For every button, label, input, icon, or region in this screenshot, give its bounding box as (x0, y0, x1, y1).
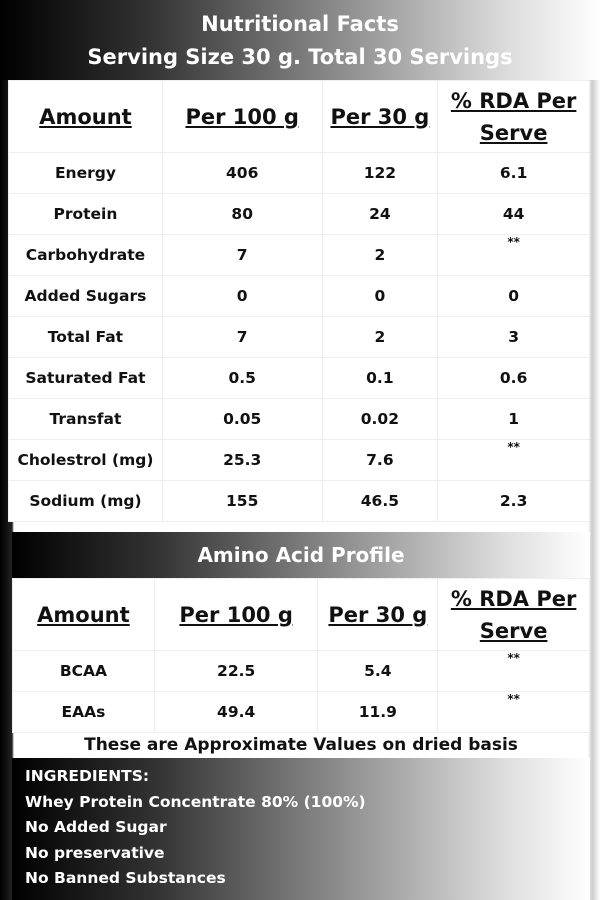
amino-title: Amino Acid Profile (12, 532, 590, 578)
value-rda: ** (438, 440, 590, 481)
col-rda: % RDA Per Serve (438, 81, 590, 153)
value-per-100g: 25.3 (162, 440, 322, 481)
table-header (13, 579, 590, 651)
approximate-note: These are Approximate Values on dried basis (84, 735, 518, 755)
table-row (9, 276, 590, 317)
col-amount: Amount (13, 579, 155, 651)
table-row (9, 358, 590, 399)
row-label: Added Sugars (9, 276, 163, 317)
ingredient-item: No Added Sugar (25, 818, 167, 836)
value-per-30g: 7.6 (322, 440, 438, 481)
col-per-100g: Per 100 g (162, 81, 322, 153)
row-label: Protein (9, 194, 163, 235)
ingredient-item: No preservative (25, 843, 165, 862)
row-label: Sodium (mg) (9, 481, 163, 522)
ingredient-item: No Banned Substances (25, 869, 226, 887)
row-label: Energy (9, 153, 163, 194)
value-per-30g: 2 (322, 317, 438, 358)
row-label: EAAs (13, 692, 155, 733)
value-rda: ** (438, 651, 590, 692)
nutrition-table (8, 80, 590, 522)
value-per-30g: 0.1 (322, 358, 438, 399)
table-row (9, 235, 590, 276)
col-per-30g: Per 30 g (318, 579, 438, 651)
value-rda: 0 (438, 276, 590, 317)
value-per-100g: 49.4 (154, 692, 318, 733)
value-rda: 6.1 (438, 153, 590, 194)
value-per-100g: 0.05 (162, 399, 322, 440)
nutrition-title-banner (0, 0, 600, 80)
ingredients-title: INGREDIENTS: (25, 767, 150, 785)
col-amount: Amount (9, 81, 163, 153)
value-per-100g: 7 (162, 235, 322, 276)
value-per-30g: 2 (322, 235, 438, 276)
value-per-100g: 155 (162, 481, 322, 522)
row-label: BCAA (13, 651, 155, 692)
value-per-100g: 0 (162, 276, 322, 317)
value-per-30g: 5.4 (318, 651, 438, 692)
value-rda: 2.3 (438, 481, 590, 522)
value-per-30g: 11.9 (318, 692, 438, 733)
table-row (13, 692, 590, 733)
row-label: Saturated Fat (9, 358, 163, 399)
value-per-30g: 0.02 (322, 399, 438, 440)
row-label: Total Fat (9, 317, 163, 358)
table-row (9, 317, 590, 358)
value-rda: ** (438, 692, 590, 733)
row-label: Cholestrol (mg) (9, 440, 163, 481)
value-rda: 0.6 (438, 358, 590, 399)
table-row (9, 153, 590, 194)
table-row (9, 481, 590, 522)
title: Nutritional Facts (201, 12, 399, 36)
value-per-30g: 0 (322, 276, 438, 317)
value-per-100g: 80 (162, 194, 322, 235)
value-per-100g: 7 (162, 317, 322, 358)
value-per-100g: 406 (162, 153, 322, 194)
table-header (9, 81, 590, 153)
row-label: Carbohydrate (9, 235, 163, 276)
value-per-30g: 24 (322, 194, 438, 235)
value-rda: 3 (438, 317, 590, 358)
table-row (13, 651, 590, 692)
col-per-100g: Per 100 g (154, 579, 318, 651)
ingredients-panel (12, 758, 590, 900)
value-per-100g: 22.5 (154, 651, 318, 692)
ingredient-item: Whey Protein Concentrate 80% (100%) (25, 792, 366, 811)
row-label: Transfat (9, 399, 163, 440)
serving-info: Serving Size 30 g. Total 30 Servings (87, 45, 513, 69)
value-rda: ** (438, 235, 590, 276)
table-row (9, 440, 590, 481)
value-per-30g: 122 (322, 153, 438, 194)
amino-table (12, 578, 590, 733)
value-per-100g: 0.5 (162, 358, 322, 399)
table-row (9, 399, 590, 440)
value-per-30g: 46.5 (322, 481, 438, 522)
value-rda: 44 (438, 194, 590, 235)
table-row (9, 194, 590, 235)
value-rda: 1 (438, 399, 590, 440)
col-rda: % RDA Per Serve (438, 579, 590, 651)
col-per-30g: Per 30 g (322, 81, 438, 153)
